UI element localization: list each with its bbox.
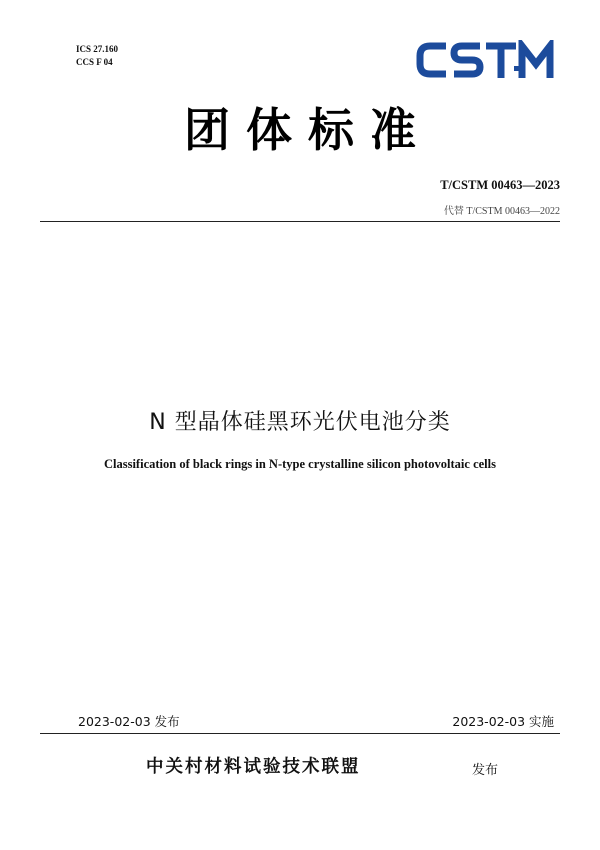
publisher-name: 中关村材料试验技术联盟 bbox=[146, 757, 361, 777]
footer-divider bbox=[40, 733, 560, 734]
cstm-logo bbox=[416, 40, 556, 80]
standard-number: T/CSTM 00463—2023 bbox=[440, 178, 560, 192]
ccs-code: CCS F 04 bbox=[76, 57, 113, 67]
title-chinese: N 型晶体硅黑环光伏电池分类 bbox=[149, 410, 451, 435]
publish-date: 2023-02-03 发布 bbox=[78, 714, 180, 729]
ics-code: ICS 27.160 bbox=[76, 44, 119, 54]
title-english: Classification of black rings in N-type crystalline silicon photovoltaic cells bbox=[103, 457, 496, 471]
document-type: 团体标准 bbox=[184, 103, 432, 157]
implement-date: 2023-02-03 实施 bbox=[452, 714, 554, 729]
publish-label: 发布 bbox=[472, 763, 499, 778]
replaces-standard: 代替 T/CSTM 00463—2022 bbox=[443, 206, 560, 217]
header-divider bbox=[40, 221, 560, 222]
